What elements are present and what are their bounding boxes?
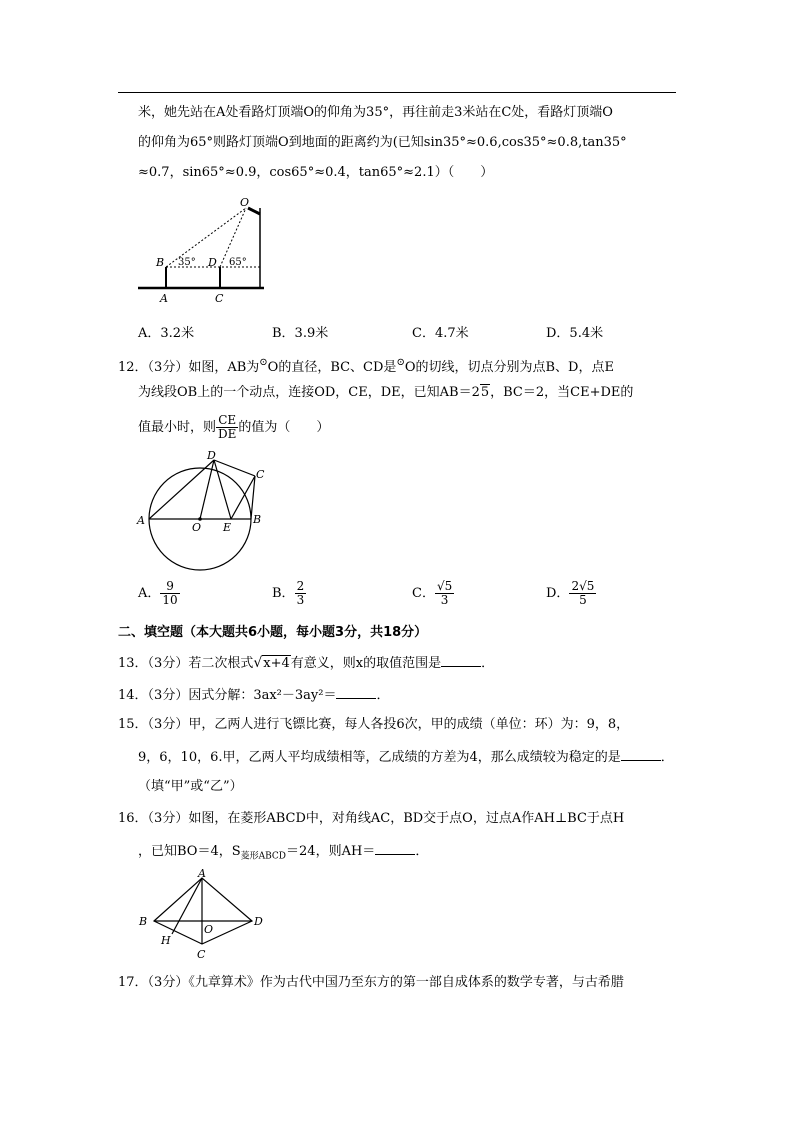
q17-line1: 17．（3分）《九章算术》作为古代中国乃至东方的第一部自成体系的数学专著，与古希腊 bbox=[118, 975, 624, 990]
q13-answer-blank[interactable] bbox=[441, 654, 481, 667]
q15-line3: （填“甲”或“乙”） bbox=[138, 779, 243, 794]
q14-line: 14．（3分）因式分解：3ax²－3ay²＝ ． bbox=[118, 688, 390, 703]
q12-option-c[interactable]: C． $\frac{√5}{3}$ bbox=[412, 579, 453, 607]
label-c: C bbox=[197, 948, 206, 961]
angle-35: 35° bbox=[178, 257, 196, 268]
label-o: O bbox=[192, 521, 202, 534]
q12-line1: 12．（3分）如图，AB为⊙O的直径，BC、CD是⊙O的切线，切点分别为点B、D，点E bbox=[118, 357, 614, 375]
q12-line3: 值最小时，则 $\frac{CE}{DE}$ 的值为（ ） bbox=[138, 413, 330, 441]
q11-line2: 的仰角为65°则路灯顶端O到地面的距离约为(已知sin35°≈0.6,cos35°≈0.8,tan35° bbox=[138, 135, 627, 150]
sqrt-x-plus-4: x+4 bbox=[263, 656, 290, 671]
label-o: O bbox=[240, 196, 250, 209]
q14-answer-blank[interactable] bbox=[336, 686, 376, 699]
label-d: D bbox=[254, 915, 263, 928]
header-rule bbox=[118, 92, 676, 93]
q15-line1: 15．（3分）甲，乙两人进行飞镖比赛，每人各投6次，甲的成绩（单位：环）为：9，8， bbox=[118, 717, 630, 732]
q11-option-b[interactable]: B．3.9米 bbox=[272, 326, 329, 341]
segment-de bbox=[214, 460, 231, 519]
label-a: A bbox=[198, 867, 206, 880]
q12-line2: 为线段OB上的一个动点，连接OD，CE，DE，已知AB＝25，BC＝2，当CE+DE的 bbox=[138, 385, 634, 400]
q12-figure bbox=[134, 446, 274, 574]
q16-line2: ，已知BO＝4，$S_{菱形ABCD}=24$，则AH＝ ． bbox=[138, 844, 429, 862]
q11-line1: 米，她先站在A处看路灯顶端O的仰角为35°，再往前走3米站在C处，看路灯顶端O bbox=[138, 105, 613, 120]
label-c: C bbox=[215, 292, 224, 305]
label-b: B bbox=[156, 256, 165, 269]
q11-option-c[interactable]: C．4.7米 bbox=[412, 326, 469, 341]
q15-line2: 9，6，10，6.甲，乙两人平均成绩相等，乙成绩的方差为4，那么成绩较为稳定的是 ． bbox=[138, 750, 674, 765]
altitude-ah bbox=[172, 878, 202, 934]
sqrt-5: 5 bbox=[480, 385, 490, 400]
q16-figure bbox=[134, 866, 270, 962]
q12-option-a[interactable]: A． $\frac{9}{10}$ bbox=[138, 579, 178, 607]
label-d: D bbox=[208, 256, 217, 269]
q13-line: 13．（3分）若二次根式√x+4有意义，则x的取值范围是 ． bbox=[118, 655, 495, 671]
fraction-ce-de: $\frac{CE}{DE}$ bbox=[218, 413, 237, 441]
angle-65: 65° bbox=[229, 257, 247, 268]
label-c: C bbox=[256, 468, 265, 481]
segment-dc bbox=[214, 460, 255, 476]
label-h: H bbox=[161, 934, 171, 947]
q11-option-a[interactable]: A．3.2米 bbox=[138, 326, 195, 341]
q11-figure bbox=[136, 194, 268, 306]
label-b: B bbox=[139, 915, 148, 928]
section-heading-fill-in: 二、填空题（本大题共6小题，每小题3分，共18分） bbox=[118, 625, 428, 640]
q15-answer-blank[interactable] bbox=[621, 748, 661, 761]
label-o: O bbox=[204, 923, 214, 936]
label-a: A bbox=[160, 292, 168, 305]
q16-answer-blank[interactable] bbox=[375, 842, 415, 855]
q16-line1: 16．（3分）如图，在菱形ABCD中，对角线AC，BD交于点O，过点A作AH⊥BC于点H bbox=[118, 811, 625, 826]
label-b: B bbox=[253, 513, 262, 526]
q11-option-d[interactable]: D．5.4米 bbox=[546, 326, 604, 341]
label-d: D bbox=[207, 449, 216, 462]
label-a: A bbox=[137, 514, 145, 527]
lamp-head bbox=[248, 208, 260, 214]
label-e: E bbox=[223, 521, 232, 534]
q11-line3: ≈0.7，sin65°≈0.9，cos65°≈0.4，tan65°≈2.1）（ ） bbox=[138, 165, 494, 180]
q12-option-b[interactable]: B． $\frac{2}{3}$ bbox=[272, 579, 305, 607]
q12-option-d[interactable]: D． $\frac{2√5}{5}$ bbox=[546, 579, 595, 607]
